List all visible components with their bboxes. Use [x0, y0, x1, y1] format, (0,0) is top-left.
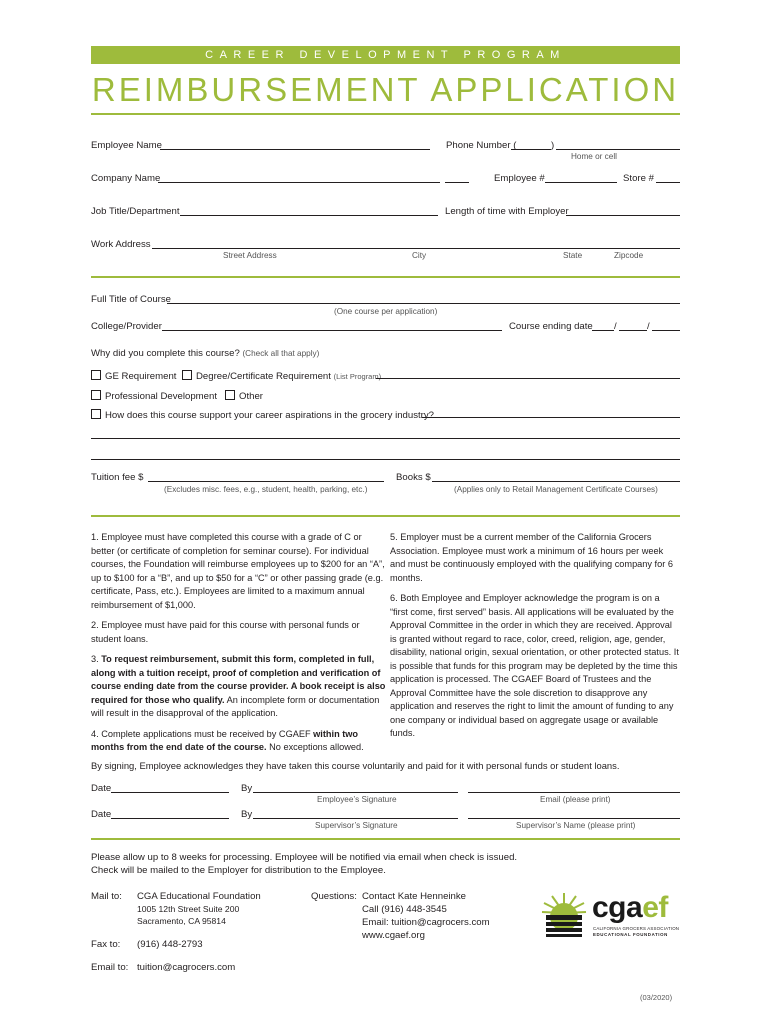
fax-to-label: Fax to:	[91, 939, 121, 950]
employee-signature-field[interactable]	[253, 792, 458, 793]
work-address-label: Work Address	[91, 239, 151, 250]
section-rule-1	[91, 276, 680, 278]
employee-number-label: Employee #	[494, 173, 545, 184]
store-number-label: Store #	[623, 173, 654, 184]
employee-name-field[interactable]	[160, 149, 430, 150]
why-question	[91, 349, 319, 359]
ge-label: GE Requirement	[105, 371, 177, 382]
ending-date-day-field[interactable]	[619, 330, 647, 331]
zipcode-caption: Zipcode	[614, 251, 644, 260]
fax-number: (916) 448-2793	[137, 939, 203, 950]
why-question-text: Why did you complete this course?	[91, 348, 240, 359]
email-print-caption: Email (please print)	[540, 795, 611, 804]
rule-4-pre: 4. Complete applications must be received by CGAEF	[91, 728, 314, 739]
page-title: REIMBURSEMENT APPLICATION	[91, 71, 680, 108]
rule-6: 6. Both Employee and Employer acknowledge the program is on a “first come, first served” basis. All applications will be evaluated by the Approval Committee in the order in which they are received. Approval is granted without regard to race, color, creed, religion, age, gender, disability, national origin, sexual orientation, or other protected status. It is possible that funds for this program may be depleted by the time this application is processed. The CGAEF Board of Trustees and the Approval Committee have the sole discretion to disapprove any application and reserves the right to limit the amount of funding to any one company or individual based on aggregate usage or available funds.	[390, 593, 679, 738]
rule-4	[91, 728, 386, 755]
degree-checkbox[interactable]	[182, 370, 192, 380]
list-program-caption: (List Program)	[333, 372, 382, 381]
employee-email-field[interactable]	[468, 792, 680, 793]
course-title-field[interactable]	[167, 303, 680, 304]
home-or-cell-caption: Home or cell	[571, 152, 617, 161]
ending-date-year-field[interactable]	[652, 330, 680, 331]
professional-checkbox[interactable]	[91, 390, 101, 400]
professional-label: Professional Development	[105, 391, 217, 402]
books-field[interactable]	[432, 481, 680, 482]
mail-to-label: Mail to:	[91, 891, 122, 902]
by-label-1: By	[241, 783, 253, 794]
employee-number-field[interactable]	[545, 182, 617, 183]
support-answer-line-3[interactable]	[91, 459, 680, 460]
contact-email[interactable]: Email: tuition@cagrocers.com	[362, 917, 490, 928]
rule-4-bold: within two months from the end date of the course.	[91, 728, 359, 752]
cgaef-logo-icon	[540, 891, 588, 943]
section-rule-2	[91, 515, 680, 517]
rule-5: 5. Employer must be a current member of the California Grocers Association. Employee must work a minimum of 16 hours per week and must be continuously employed with the qualifying company for 6 months.	[390, 532, 673, 583]
version-stamp: (03/2020)	[640, 993, 673, 1002]
questions-label: Questions:	[311, 891, 357, 902]
rules-left-column	[91, 531, 386, 762]
date-separator-1: /	[614, 321, 617, 332]
employee-signature-caption: Employee’s Signature	[317, 795, 397, 804]
supervisor-name-field[interactable]	[468, 818, 680, 819]
other-checkbox[interactable]	[225, 390, 235, 400]
rule-3	[91, 653, 386, 721]
company-name-field[interactable]	[158, 182, 440, 183]
support-label: How does this course support your career aspirations in the grocery industry?	[105, 410, 435, 421]
ge-checkbox[interactable]	[91, 370, 101, 380]
state-caption: State	[563, 251, 583, 260]
one-course-caption: (One course per application)	[334, 307, 438, 316]
company-name-label: Company Name	[91, 173, 161, 184]
by-label-2: By	[241, 809, 253, 820]
other-option[interactable]	[225, 390, 263, 402]
cgaef-tagline-2: EDUCATIONAL FOUNDATION	[593, 932, 668, 937]
degree-option[interactable]	[182, 370, 381, 382]
processing-line-1: Please allow up to 8 weeks for processing. Employee will be notified via email when check is issued.	[91, 852, 518, 863]
degree-program-field[interactable]	[376, 378, 680, 379]
support-answer-field[interactable]	[422, 417, 680, 418]
tuition-fee-field[interactable]	[148, 481, 384, 482]
signing-statement: By signing, Employee acknowledges they have taken this course voluntarily and paid for it with personal funds or student loans.	[91, 760, 620, 771]
support-checkbox[interactable]	[91, 409, 101, 419]
contact-name: Contact Kate Henneinke	[362, 891, 466, 902]
rule-3-rest: An incomplete form or documentation will result in the disapproval of the application.	[91, 694, 380, 718]
phone-label: Phone Number (	[446, 140, 517, 151]
course-title-label: Full Title of Course	[91, 294, 171, 305]
city-caption: City	[412, 251, 427, 260]
mail-street: 1005 12th Street Suite 200	[137, 904, 240, 914]
length-of-time-field[interactable]	[566, 215, 680, 216]
job-title-label: Job Title/Department	[91, 206, 180, 217]
section-rule-3	[91, 838, 680, 840]
street-address-caption: Street Address	[223, 251, 277, 260]
phone-number-field[interactable]	[556, 149, 680, 150]
cgaef-wordmark-ef: ef	[642, 891, 668, 924]
work-address-field[interactable]	[152, 248, 680, 249]
cgaef-wordmark-cga: cga	[592, 891, 643, 924]
supervisor-signature-field[interactable]	[253, 818, 458, 819]
rules-right-column	[390, 531, 680, 748]
college-provider-field[interactable]	[162, 330, 502, 331]
degree-label: Degree/Certificate Requirement	[196, 371, 331, 382]
store-number-field[interactable]	[656, 182, 680, 183]
email-address[interactable]: tuition@cagrocers.com	[137, 962, 236, 973]
college-provider-label: College/Provider	[91, 321, 162, 332]
processing-line-2: Check will be mailed to the Employer for distribution to the Employee.	[91, 865, 386, 876]
date-label-2: Date	[91, 809, 112, 820]
ending-date-month-field[interactable]	[592, 330, 614, 331]
mail-org: CGA Educational Foundation	[137, 891, 261, 902]
length-of-time-label: Length of time with Employer	[445, 206, 569, 217]
company-name-field-extra[interactable]	[445, 182, 469, 183]
cgaef-wordmark	[592, 893, 668, 923]
phone-paren: )	[551, 140, 555, 151]
contact-website[interactable]: www.cgaef.org	[362, 930, 425, 941]
professional-option[interactable]	[91, 390, 217, 402]
books-label: Books $	[396, 472, 431, 483]
supervisor-signature-caption: Supervisor’s Signature	[315, 821, 398, 830]
email-to-label: Email to:	[91, 962, 129, 973]
ge-option[interactable]	[91, 370, 176, 382]
tuition-note: (Excludes misc. fees, e.g., student, health, parking, etc.)	[164, 485, 368, 494]
rule-3-bold: To request reimbursement, submit this form, completed in full, along with a tuition receipt, proof of completion and verification of course ending date from the course provider. A book receipt is also required for those who qualify.	[91, 654, 386, 705]
other-label: Other	[239, 391, 263, 402]
contact-phone: Call (916) 448-3545	[362, 904, 447, 915]
job-title-field[interactable]	[180, 215, 438, 216]
supervisor-name-caption: Supervisor’s Name (please print)	[516, 821, 636, 830]
cgaef-logo	[540, 891, 680, 943]
rule-2: 2. Employee must have paid for this course with personal funds or student loans.	[91, 620, 360, 644]
program-banner: CAREER DEVELOPMENT PROGRAM	[91, 46, 680, 64]
check-all-caption: (Check all that apply)	[242, 349, 320, 358]
tuition-fee-label: Tuition fee $	[91, 472, 144, 483]
support-option[interactable]	[91, 409, 434, 421]
date-label-1: Date	[91, 783, 112, 794]
books-note: (Applies only to Retail Management Certificate Courses)	[454, 485, 658, 494]
phone-area-code-field[interactable]	[511, 149, 551, 150]
supervisor-date-field[interactable]	[111, 818, 229, 819]
rule-1: 1. Employee must have completed this course with a grade of C or better (or certificate of completion for seminar course). For individual courses, the Foundation will reimburse employees up to $200 for an “A”, up to $100 for a “B”, and up to $50 for a “C” or other passing grade (e.g. certificate, Pass, etc.). Employees are limited to a maximum annual reimbursement of $1,000.	[91, 532, 385, 610]
cgaef-tagline-1: CALIFORNIA GROCERS ASSOCIATION	[593, 926, 680, 931]
rule-3-num: 3.	[91, 654, 102, 664]
support-answer-line-2[interactable]	[91, 438, 680, 439]
title-rule	[91, 113, 680, 115]
rule-4-rest: No exceptions allowed.	[266, 742, 364, 752]
date-separator-2: /	[647, 321, 650, 332]
employee-date-field[interactable]	[111, 792, 229, 793]
ending-date-label: Course ending date	[509, 321, 593, 332]
employee-name-label: Employee Name	[91, 140, 162, 151]
mail-citystate: Sacramento, CA 95814	[137, 916, 226, 926]
